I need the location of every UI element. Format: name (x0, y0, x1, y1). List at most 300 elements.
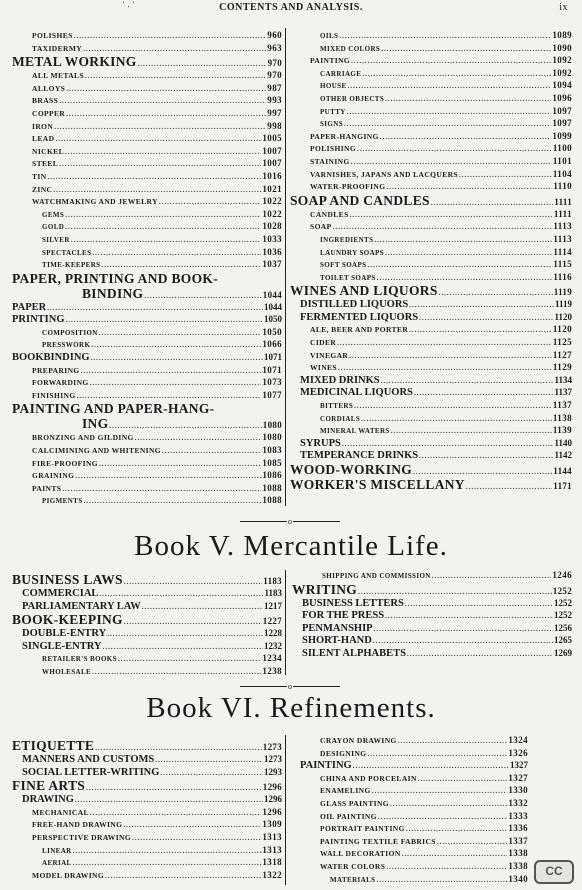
toc-entry-page: 1016 (262, 170, 282, 181)
toc-entry-page: 1077 (262, 389, 282, 400)
toc-entry (292, 622, 572, 635)
toc-entry (12, 301, 282, 314)
toc-entry-page: 1318 (262, 857, 282, 868)
leader-dots (118, 653, 261, 665)
book5-title: Book V. Mercantile Life. (134, 530, 448, 562)
leader-dots (351, 55, 551, 67)
toc-entry (12, 82, 282, 95)
toc-entry-label: PAINTING TEXTILE FABRICS (320, 836, 436, 846)
leader-dots (368, 748, 508, 760)
toc-entry-page: 1140 (554, 437, 572, 448)
toc-entry (290, 462, 572, 477)
toc-entry (12, 157, 282, 170)
toc-entry-page: 1022 (262, 196, 282, 207)
toc-entry-label: SOCIAL LETTER-WRITING (22, 766, 160, 778)
toc-entry-label: PARLIAMENTARY LAW (22, 600, 141, 612)
leader-dots (418, 773, 508, 785)
toc-entry-page: 960 (267, 30, 282, 40)
toc-entry-label: INGREDIENTS (320, 235, 374, 244)
leader-dots (135, 432, 262, 444)
toc-entry-label: MINERAL WATERS (320, 427, 390, 436)
toc-entry (300, 784, 528, 797)
toc-entry (12, 271, 282, 286)
section-rule: o (240, 521, 340, 522)
book5-left-column (12, 572, 282, 678)
toc-entry-page: 1120 (552, 324, 572, 335)
leader-dots (95, 741, 262, 753)
leader-dots (406, 823, 508, 835)
toc-entry-label: FREE-HAND DRAWING (32, 820, 123, 830)
toc-entry (290, 374, 572, 387)
leader-dots (54, 121, 266, 133)
toc-entry-label: DOUBLE-ENTRY (22, 628, 107, 640)
toc-entry-page: 1085 (262, 457, 282, 468)
toc-entry (300, 835, 528, 848)
toc-entry-page: 1313 (262, 831, 282, 842)
leader-dots (385, 93, 551, 105)
toc-entry-label: ZINC (32, 184, 53, 194)
toc-entry-page: 1071 (264, 352, 282, 363)
leader-dots (65, 221, 261, 233)
leader-dots (381, 375, 554, 387)
toc-entry-page: 1183 (264, 588, 282, 598)
toc-entry-page: 1340 (508, 873, 528, 884)
toc-entry-label: WATER-PROOFING (310, 182, 386, 192)
toc-entry-label: OILS (320, 32, 339, 40)
toc-entry-label: FORWARDING (32, 378, 89, 388)
leader-dots (91, 339, 261, 351)
column-divider (285, 570, 286, 675)
toc-entry (12, 640, 282, 653)
toc-entry (290, 336, 572, 349)
toc-entry (12, 431, 282, 444)
toc-entry (300, 810, 528, 823)
leader-dots (109, 419, 261, 431)
toc-entry-page: 1044 (264, 301, 282, 312)
toc-entry (12, 364, 282, 377)
toc-entry-label: TIME-KEEPERS (42, 261, 101, 270)
leader-dots (66, 314, 263, 326)
leader-dots (81, 365, 262, 377)
toc-entry (12, 416, 282, 431)
leader-dots (414, 387, 554, 399)
leader-dots (91, 352, 263, 364)
toc-entry-page: 1111 (553, 208, 572, 219)
toc-entry-label: ALLOYS (32, 83, 66, 93)
toc-entry-label: GOLD (42, 223, 65, 232)
toc-entry-page: 1090 (552, 42, 572, 53)
toc-entry-page: 1086 (262, 470, 282, 481)
toc-entry (12, 753, 282, 766)
toc-entry-page: 1100 (552, 143, 572, 154)
leader-dots (390, 798, 507, 810)
toc-entry-label: PAPER-HANGING (310, 131, 379, 141)
leader-dots (66, 108, 266, 120)
toc-entry-page: 1104 (552, 168, 572, 179)
toc-entry-label: CORDIALS (320, 414, 361, 423)
toc-entry-label: METAL WORKING (12, 54, 137, 70)
toc-entry (12, 313, 282, 326)
toc-entry (12, 183, 282, 196)
toc-entry-label: PENMANSHIP (302, 622, 373, 634)
toc-entry-page: 1265 (554, 635, 572, 646)
toc-entry-page: 970 (267, 58, 282, 69)
toc-entry-label: PAINTING (300, 760, 352, 772)
leader-dots (84, 495, 262, 507)
toc-entry-label: CHINA AND PORCELAIN (320, 773, 417, 783)
leader-dots (459, 169, 552, 181)
toc-entry-label: SYRUPS (300, 437, 341, 449)
toc-entry-label: VARNISHES, JAPANS AND LACQUERS (310, 169, 458, 179)
toc-entry-page: 1330 (508, 785, 528, 796)
toc-entry-page: 963 (267, 42, 282, 53)
leader-dots (55, 133, 261, 145)
toc-entry-label: BINDING (82, 285, 144, 301)
toc-entry (290, 130, 572, 143)
toc-entry-page: 1256 (554, 622, 572, 633)
column-divider (285, 735, 286, 885)
toc-entry-page: 1134 (554, 374, 572, 385)
toc-entry-page: 1171 (553, 481, 572, 491)
toc-entry (292, 597, 572, 610)
leader-dots (407, 648, 553, 660)
leader-dots (162, 445, 261, 457)
toc-entry (290, 283, 572, 298)
toc-entry (12, 457, 282, 470)
leader-dots (361, 413, 552, 425)
toc-entry-label: ALL METALS (32, 71, 84, 81)
leader-dots (83, 43, 266, 55)
toc-entry-page: 1327 (510, 760, 528, 771)
leader-dots (466, 480, 552, 492)
toc-entry (292, 647, 572, 660)
toc-entry (12, 494, 282, 507)
toc-entry (12, 120, 282, 133)
toc-entry (12, 831, 282, 844)
toc-entry-page: 1309 (262, 819, 282, 830)
toc-entry-label: FINE ARTS (12, 778, 86, 794)
leader-dots (99, 327, 262, 339)
leader-dots (53, 184, 261, 196)
toc-entry-label: FOR THE PRESS (302, 610, 385, 622)
toc-entry-page: 1252 (554, 597, 572, 608)
toc-entry-page: 1337 (508, 835, 528, 846)
toc-entry-page: 1228 (264, 628, 282, 639)
toc-entry-label: CALCIMINING AND WHITENING (32, 446, 162, 456)
toc-entry-page: 993 (267, 95, 282, 106)
leader-dots (142, 601, 263, 613)
toc-entry (290, 67, 572, 80)
leader-dots (101, 259, 261, 271)
leader-dots (124, 575, 262, 587)
toc-entry-label: STAINING (310, 156, 350, 166)
leader-dots (376, 874, 507, 886)
toc-entry-page: 1088 (262, 495, 282, 506)
toc-entry (292, 634, 572, 647)
leader-dots (437, 836, 508, 848)
leader-dots (333, 221, 553, 233)
toc-entry-label: WINES AND LIQUORS (290, 283, 438, 299)
leader-dots (132, 832, 261, 844)
leader-dots (59, 158, 261, 170)
toc-entry-label: DESIGNING (320, 748, 367, 758)
toc-entry-label: ENAMELING (320, 786, 371, 796)
toc-entry (12, 246, 282, 259)
toc-entry-page: 1114 (553, 246, 572, 257)
toc-entry-page: 1083 (262, 445, 282, 456)
toc-entry-page: 1028 (262, 221, 282, 232)
toc-entry-label: DRAWING (22, 794, 74, 806)
header-marks: ' . ' (123, 0, 135, 9)
leader-dots (372, 785, 508, 797)
toc-entry-label: PUTTY (320, 107, 346, 116)
toc-entry-page: 1044 (262, 289, 282, 300)
toc-entry-label: WINES (310, 363, 338, 373)
watermark-logo: CC (534, 860, 574, 884)
toc-entry-page: 1120 (554, 311, 572, 322)
leader-dots (138, 57, 267, 69)
leader-dots (432, 570, 552, 582)
leader-dots (419, 312, 553, 324)
toc-entry-page: 1073 (262, 377, 282, 388)
toc-entry-label: COMPOSITION (42, 328, 98, 337)
toc-entry-page: 1071 (262, 364, 282, 375)
toc-entry-page: 1050 (262, 326, 282, 337)
toc-entry-page: 1183 (263, 576, 282, 586)
leader-dots (59, 95, 266, 107)
toc-entry-page: 1119 (554, 299, 572, 310)
toc-entry-label: FERMENTED LIQUORS (300, 311, 419, 323)
toc-entry (290, 79, 572, 92)
leader-dots (339, 30, 551, 42)
toc-entry-label: SILENT ALPHABETS (302, 647, 406, 659)
leader-dots (385, 610, 553, 622)
toc-entry-page: 1269 (554, 647, 572, 658)
toc-entry-page: 1322 (262, 869, 282, 880)
toc-entry (12, 444, 282, 457)
leader-dots (92, 666, 261, 678)
leader-dots (377, 272, 553, 284)
toc-entry-page: 1092 (552, 67, 572, 78)
toc-entry (12, 69, 282, 82)
leader-dots (107, 628, 263, 640)
toc-entry-page: 1293 (264, 766, 282, 777)
leader-dots (373, 635, 553, 647)
toc-entry-page: 1273 (262, 742, 282, 752)
toc-entry (12, 145, 282, 158)
book6-right-column (300, 734, 528, 885)
toc-entry (290, 258, 572, 271)
toc-entry (290, 399, 572, 412)
toc-entry-page: 1092 (552, 55, 572, 66)
toc-entry (290, 246, 572, 259)
leader-dots (92, 247, 261, 259)
toc-entry (290, 424, 572, 437)
leader-dots (381, 43, 551, 55)
toc-entry-label: BOOK-KEEPING (12, 612, 123, 628)
leader-dots (86, 781, 262, 793)
toc-entry-page: 1050 (264, 314, 282, 325)
toc-entry-label: LINEAR (42, 846, 72, 855)
toc-entry (12, 806, 282, 819)
toc-entry-page: 1111 (554, 196, 572, 207)
leader-dots (66, 83, 266, 95)
toc-entry (12, 869, 282, 882)
leader-dots (337, 337, 552, 349)
toc-entry-label: MANNERS AND CUSTOMS (22, 754, 155, 765)
leader-dots (380, 131, 552, 143)
leader-dots (413, 465, 552, 477)
toc-entry-page: 1252 (554, 610, 572, 621)
toc-entry-label: IRON (32, 121, 54, 131)
leader-dots (123, 819, 261, 831)
toc-entry (290, 54, 572, 67)
leader-dots (409, 299, 554, 311)
toc-entry (290, 29, 572, 42)
toc-entry-page: 1144 (553, 466, 572, 476)
leader-dots (47, 302, 263, 314)
toc-entry (290, 271, 572, 284)
toc-entry (12, 652, 282, 665)
leader-dots (160, 767, 263, 779)
toc-entry (300, 847, 528, 860)
leader-dots (350, 209, 553, 221)
toc-entry (290, 208, 572, 221)
leader-dots (73, 857, 262, 869)
toc-entry (12, 286, 282, 301)
toc-entry (12, 220, 282, 233)
toc-entry-page: 1246 (552, 570, 572, 580)
toc-entry-label: PAINTING AND PAPER-HANG- (12, 401, 215, 417)
toc-entry (12, 389, 282, 402)
toc-entry (12, 793, 282, 806)
leader-dots (374, 234, 552, 246)
toc-entry (12, 766, 282, 779)
toc-entry (12, 401, 282, 416)
toc-entry (300, 759, 528, 772)
toc-entry-page: 1252 (552, 585, 572, 596)
leader-dots (409, 324, 552, 336)
leader-dots (65, 209, 261, 221)
leader-dots (391, 425, 552, 437)
toc-entry (290, 220, 572, 233)
toc-entry-label: NICKEL (32, 146, 64, 156)
toc-entry (290, 180, 572, 193)
toc-entry-page: 1326 (508, 747, 528, 758)
toc-entry-label: OTHER OBJECTS (320, 94, 385, 103)
toc-entry-label: WATER COLORS (320, 861, 386, 871)
leader-dots (144, 289, 261, 301)
leader-dots (65, 146, 261, 158)
toc-entry-page: 1066 (262, 339, 282, 350)
toc-entry-page: 1137 (552, 400, 572, 411)
toc-entry-page: 1097 (552, 105, 572, 116)
toc-entry (12, 856, 282, 869)
toc-entry (290, 311, 572, 324)
toc-entry-page: 1115 (553, 259, 572, 270)
toc-entry-page: 1138 (552, 412, 572, 423)
toc-entry-label: CIDER (310, 338, 337, 348)
toc-entry (290, 168, 572, 181)
toc-entry-page: 1336 (508, 823, 528, 834)
toc-entry-page: 1097 (552, 118, 572, 129)
book6-left-column (12, 738, 282, 881)
toc-entry-page: 1238 (262, 665, 282, 676)
leader-dots (73, 845, 262, 857)
leader-dots (353, 760, 509, 772)
toc-entry-label: TAXIDERMY (32, 43, 83, 53)
toc-entry-label: COMMERCIAL (22, 588, 99, 599)
leader-dots (351, 156, 552, 168)
leader-dots (77, 390, 262, 402)
toc-entry-label: ALE, BEER AND PORTER (310, 325, 409, 335)
toc-entry-page: 987 (267, 82, 282, 93)
toc-entry-label: PRESSWORK (42, 341, 91, 350)
toc-entry-label: GRAINING (32, 471, 75, 481)
toc-entry-page: 1234 (262, 653, 282, 664)
toc-entry (290, 298, 572, 311)
toc-entry-page: 1232 (264, 640, 282, 651)
toc-entry-page: 997 (267, 107, 282, 118)
toc-entry (12, 612, 282, 627)
toc-entry-page: 1127 (552, 349, 572, 360)
toc-entry-label: MEDICINAL LIQUORS (300, 387, 413, 399)
toc-entry (300, 860, 528, 873)
toc-entry (12, 572, 282, 587)
toc-entry-label: POLISHES (32, 31, 73, 40)
toc-entry-label: OIL PAINTING (320, 811, 377, 821)
toc-entry (12, 208, 282, 221)
toc-entry-page: 1007 (262, 158, 282, 169)
leader-dots (386, 861, 507, 873)
leader-dots (362, 68, 551, 80)
toc-entry-page: 1099 (552, 130, 572, 141)
toc-entry-page: 1142 (554, 450, 572, 461)
toc-entry-page: 1022 (262, 208, 282, 219)
toc-entry-page: 1080 (262, 432, 282, 443)
toc-entry (12, 326, 282, 339)
toc-entry-label: SPECTACLES (42, 248, 92, 257)
toc-entry-label: RETAILER'S BOOKS (42, 655, 117, 664)
toc-entry (12, 376, 282, 389)
toc-entry-page: 1037 (262, 259, 282, 270)
toc-entry (12, 600, 282, 613)
toc-entry-label: SHORT-HAND (302, 635, 372, 647)
toc-entry-label: CRAYON DRAWING (320, 736, 397, 745)
leader-dots (75, 470, 261, 482)
toc-entry-page: 1125 (552, 337, 572, 348)
toc-entry-label: GLASS PAINTING (320, 798, 390, 808)
toc-entry-label: BUSINESS LETTERS (302, 597, 404, 609)
leader-dots (385, 247, 552, 259)
leader-dots (90, 377, 262, 389)
toc-entry (290, 477, 572, 492)
toc-entry (12, 627, 282, 640)
toc-entry (12, 738, 282, 753)
toc-entry-page: 1332 (508, 797, 528, 808)
toc-entry-page: 1036 (262, 246, 282, 257)
toc-entry-page: 1137 (554, 387, 572, 398)
toc-entry-page: 998 (267, 120, 282, 131)
toc-entry-label: FINISHING (32, 390, 76, 400)
toc-entry-page: 1113 (553, 221, 572, 232)
toc-entry-label: MIXED DRINKS (300, 374, 380, 386)
toc-entry-page: 1296 (262, 782, 282, 793)
toc-entry-page: 1139 (552, 425, 572, 436)
toc-entry-label: LAUNDRY SOAPS (320, 248, 385, 257)
toc-entry (12, 107, 282, 120)
toc-entry-label: COPPER (32, 108, 66, 118)
